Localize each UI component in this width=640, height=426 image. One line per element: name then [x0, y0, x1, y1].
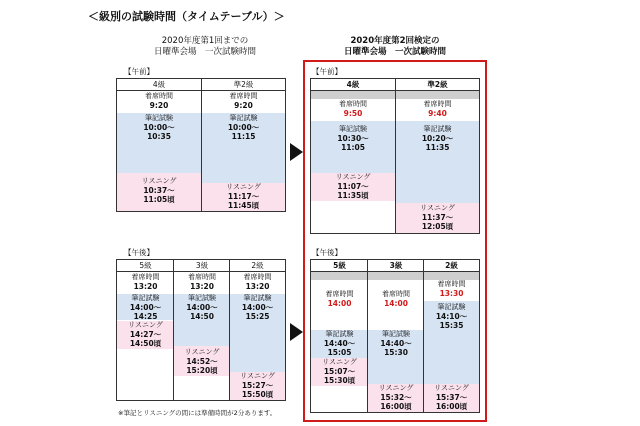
old-morning-table [116, 78, 286, 212]
new-pm-col-5kyu [311, 260, 368, 412]
level-label: 3級 [174, 260, 230, 272]
arrival-cell: 着席時間 13:20 [131, 273, 160, 291]
listening-cell: リスニング 15:27～ 15:50頃 [230, 372, 285, 400]
level-label: 5級 [311, 260, 368, 272]
level-label: 準2級 [202, 79, 285, 91]
left-header [120, 36, 290, 58]
level-label: 2級 [230, 260, 285, 272]
new-pm-col-2kyu [423, 260, 479, 412]
arrival-cell: 着席時間 14:00 [325, 290, 354, 308]
new-afternoon-label: 【午後】 [312, 248, 342, 257]
listening-cell: リスニング 11:37～ 12:05頃 [396, 203, 479, 233]
arrow-right-icon [290, 143, 303, 161]
level-label: 5級 [117, 260, 174, 272]
written-cell: 筆記試験 14:10～ 15:35 [424, 301, 479, 385]
level-label: 3級 [368, 260, 424, 272]
footnote: ※筆記とリスニングの間には準備時間が2分あります。 [118, 409, 277, 417]
new-morning-label: 【午前】 [312, 67, 342, 76]
written-cell: 筆記試験 10:30～ 11:05 [311, 121, 395, 173]
gap-cell [368, 272, 424, 280]
written-cell: 筆記試験 14:00～ 14:25 [117, 294, 174, 320]
gap-cell [117, 145, 201, 173]
arrival-cell: 着席時間 9:40 [423, 100, 452, 118]
level-label: 4級 [117, 79, 201, 91]
written-cell: 筆記試験 14:40～ 15:30 [368, 330, 424, 384]
arrival-cell: 着席時間 13:30 [437, 280, 466, 298]
left-header-line2: 日曜準会場 一次試験時間 [153, 47, 256, 57]
written-cell: 筆記試験 10:00～ 10:35 [117, 113, 201, 145]
listening-cell: リスニング 11:17～ 11:45頃 [202, 183, 285, 211]
level-label: 2級 [424, 260, 479, 272]
listening-cell: リスニング 10:37～ 11:05頃 [117, 173, 201, 211]
written-cell: 筆記試験 10:20～ 11:35 [396, 121, 479, 203]
old-afternoon-table [116, 259, 286, 401]
right-header-line1: 2020年度第2回検定の [350, 36, 440, 46]
written-cell: 筆記試験 14:00～ 14:50 [174, 294, 230, 346]
arrival-cell: 着席時間 9:20 [145, 92, 173, 110]
gap-cell [311, 91, 395, 99]
arrival-cell: 着席時間 13:20 [243, 273, 272, 291]
new-am-col-pre2kyu [395, 79, 479, 233]
gap-cell [424, 272, 479, 280]
level-label: 4級 [311, 79, 395, 91]
old-afternoon-label: 【午後】 [124, 248, 154, 257]
old-pm-col-3kyu [173, 260, 230, 400]
new-afternoon-table [310, 259, 480, 413]
old-am-col-4kyu [117, 79, 201, 211]
written-cell: 筆記試験 14:40～ 15:05 [311, 330, 368, 358]
right-header [310, 36, 480, 58]
old-pm-col-2kyu [229, 260, 285, 400]
level-label: 準2級 [396, 79, 479, 91]
new-pm-col-3kyu [367, 260, 424, 412]
arrival-cell: 着席時間 14:00 [382, 290, 410, 308]
listening-cell: リスニング 15:37～ 16:00頃 [424, 384, 479, 412]
old-am-col-pre2kyu [201, 79, 285, 211]
listening-cell: リスニング 15:32～ 16:00頃 [368, 384, 424, 412]
old-pm-col-5kyu [117, 260, 174, 400]
written-cell: 筆記試験 10:00～ 11:15 [202, 113, 285, 185]
arrival-cell: 着席時間 9:50 [339, 100, 367, 118]
arrival-cell: 着席時間 9:20 [229, 92, 258, 110]
listening-cell: リスニング 11:07～ 11:35頃 [311, 173, 395, 201]
old-morning-label: 【午前】 [124, 67, 154, 76]
new-morning-table [310, 78, 480, 234]
gap-cell [311, 272, 368, 280]
gap-cell [396, 91, 479, 99]
new-am-col-4kyu [311, 79, 395, 233]
listening-cell: リスニング 14:52～ 15:20頃 [174, 346, 230, 376]
listening-cell: リスニング 15:07～ 15:30頃 [311, 358, 368, 386]
left-header-line1: 2020年度第1回までの [161, 36, 249, 46]
arrival-cell: 着席時間 13:20 [188, 273, 216, 291]
written-cell: 筆記試験 14:00～ 15:25 [230, 294, 285, 372]
listening-cell: リスニング 14:27～ 14:50頃 [117, 321, 174, 349]
page-title: ＜級別の試験時間（タイムテーブル）＞ [88, 10, 285, 23]
arrow-right-icon [290, 323, 303, 341]
right-header-line2: 日曜準会場 一次試験時間 [343, 47, 446, 57]
